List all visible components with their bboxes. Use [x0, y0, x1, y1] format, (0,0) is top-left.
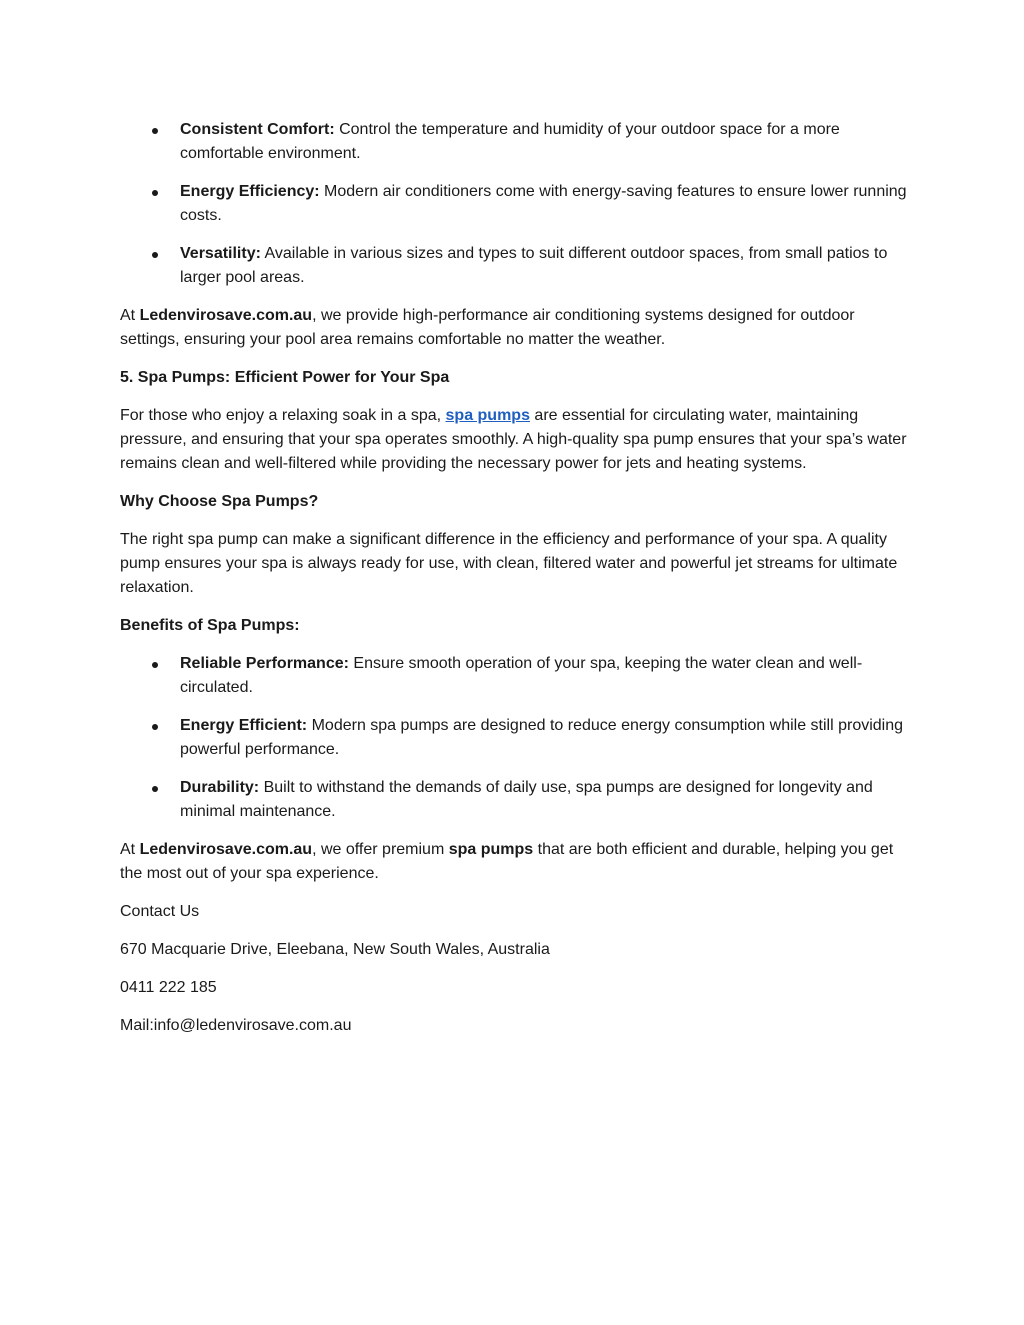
- bullet-icon: [152, 252, 158, 258]
- contact-heading: Contact Us: [120, 903, 200, 920]
- ac-benefits-list: [120, 118, 910, 290]
- list-item-text: Available in various sizes and types to suit different outdoor spaces, from small patios to larger pool areas.: [180, 245, 888, 286]
- text-span: that are both efficient and durable, helping you get the most out of your spa experience.: [120, 841, 894, 882]
- list-item: [120, 652, 910, 700]
- bullet-icon: [152, 128, 158, 134]
- brand-name: Ledenvirosave.com.au: [139, 307, 313, 324]
- bullet-icon: [152, 786, 158, 792]
- text-span: are essential for circulating water, maintaining pressure, and ensuring that your spa operates smoothly. A high-quality spa pump ensures that your spa’s water remains clean and well-filtered while providing the necessary power for jets and heating systems.: [120, 407, 907, 472]
- product-name: spa pumps: [448, 841, 534, 858]
- text-span: At: [120, 307, 140, 324]
- contact-phone: 0411 222 185: [120, 979, 217, 996]
- list-item-text: Ensure smooth operation of your spa, keeping the water clean and well-circulated.: [180, 655, 863, 696]
- contact-address: 670 Macquarie Drive, Eleebana, New South Wales, Australia: [120, 941, 550, 958]
- bullet-icon: [152, 724, 158, 730]
- list-item-text: Modern spa pumps are designed to reduce energy consumption while still providing powerful performance.: [180, 717, 904, 758]
- spa-offer-paragraph: [120, 838, 910, 886]
- bullet-icon: [152, 190, 158, 196]
- spa-benefits-list: [120, 652, 910, 824]
- list-item-term: Durability:: [180, 779, 260, 796]
- section-heading: 5. Spa Pumps: Efficient Power for Your Spa: [120, 369, 450, 386]
- list-item-term: Consistent Comfort:: [180, 121, 335, 138]
- list-item-term: Energy Efficiency:: [180, 183, 320, 200]
- why-paragraph: The right spa pump can make a significant difference in the efficiency and performance of your spa. A quality pump ensures your spa is always ready for use, with clean, filtered water and powerful jet streams for ultimate relaxation.: [120, 531, 898, 596]
- contact-mail: Mail:info@ledenvirosave.com.au: [120, 1017, 352, 1034]
- benefits-heading: Benefits of Spa Pumps:: [120, 617, 300, 634]
- list-item-text: Built to withstand the demands of daily use, spa pumps are designed for longevity and minimal maintenance.: [180, 779, 873, 820]
- list-item: [120, 118, 910, 166]
- list-item: [120, 714, 910, 762]
- list-item: [120, 180, 910, 228]
- why-heading: Why Choose Spa Pumps?: [120, 493, 319, 510]
- document-page: [120, 118, 910, 1052]
- brand-name: Ledenvirosave.com.au: [139, 841, 313, 858]
- list-item-text: Modern air conditioners come with energy-saving features to ensure lower running costs.: [180, 183, 907, 224]
- list-item-term: Versatility:: [180, 245, 261, 262]
- list-item-text: Control the temperature and humidity of your outdoor space for a more comfortable environment.: [180, 121, 840, 162]
- text-span: For those who enjoy a relaxing soak in a spa,: [120, 407, 446, 424]
- list-item: [120, 242, 910, 290]
- list-item-term: Reliable Performance:: [180, 655, 349, 672]
- spa-pumps-link[interactable]: spa pumps: [445, 407, 530, 424]
- list-item: [120, 776, 910, 824]
- spa-intro-paragraph: [120, 404, 910, 476]
- ac-offer-paragraph: [120, 304, 910, 352]
- text-span: , we offer premium: [312, 841, 449, 858]
- text-span: , we provide high-performance air conditioning systems designed for outdoor settings, ensuring your pool area remains comfortable no matter the weather.: [120, 307, 855, 348]
- bullet-icon: [152, 662, 158, 668]
- text-span: At: [120, 841, 140, 858]
- list-item-term: Energy Efficient:: [180, 717, 308, 734]
